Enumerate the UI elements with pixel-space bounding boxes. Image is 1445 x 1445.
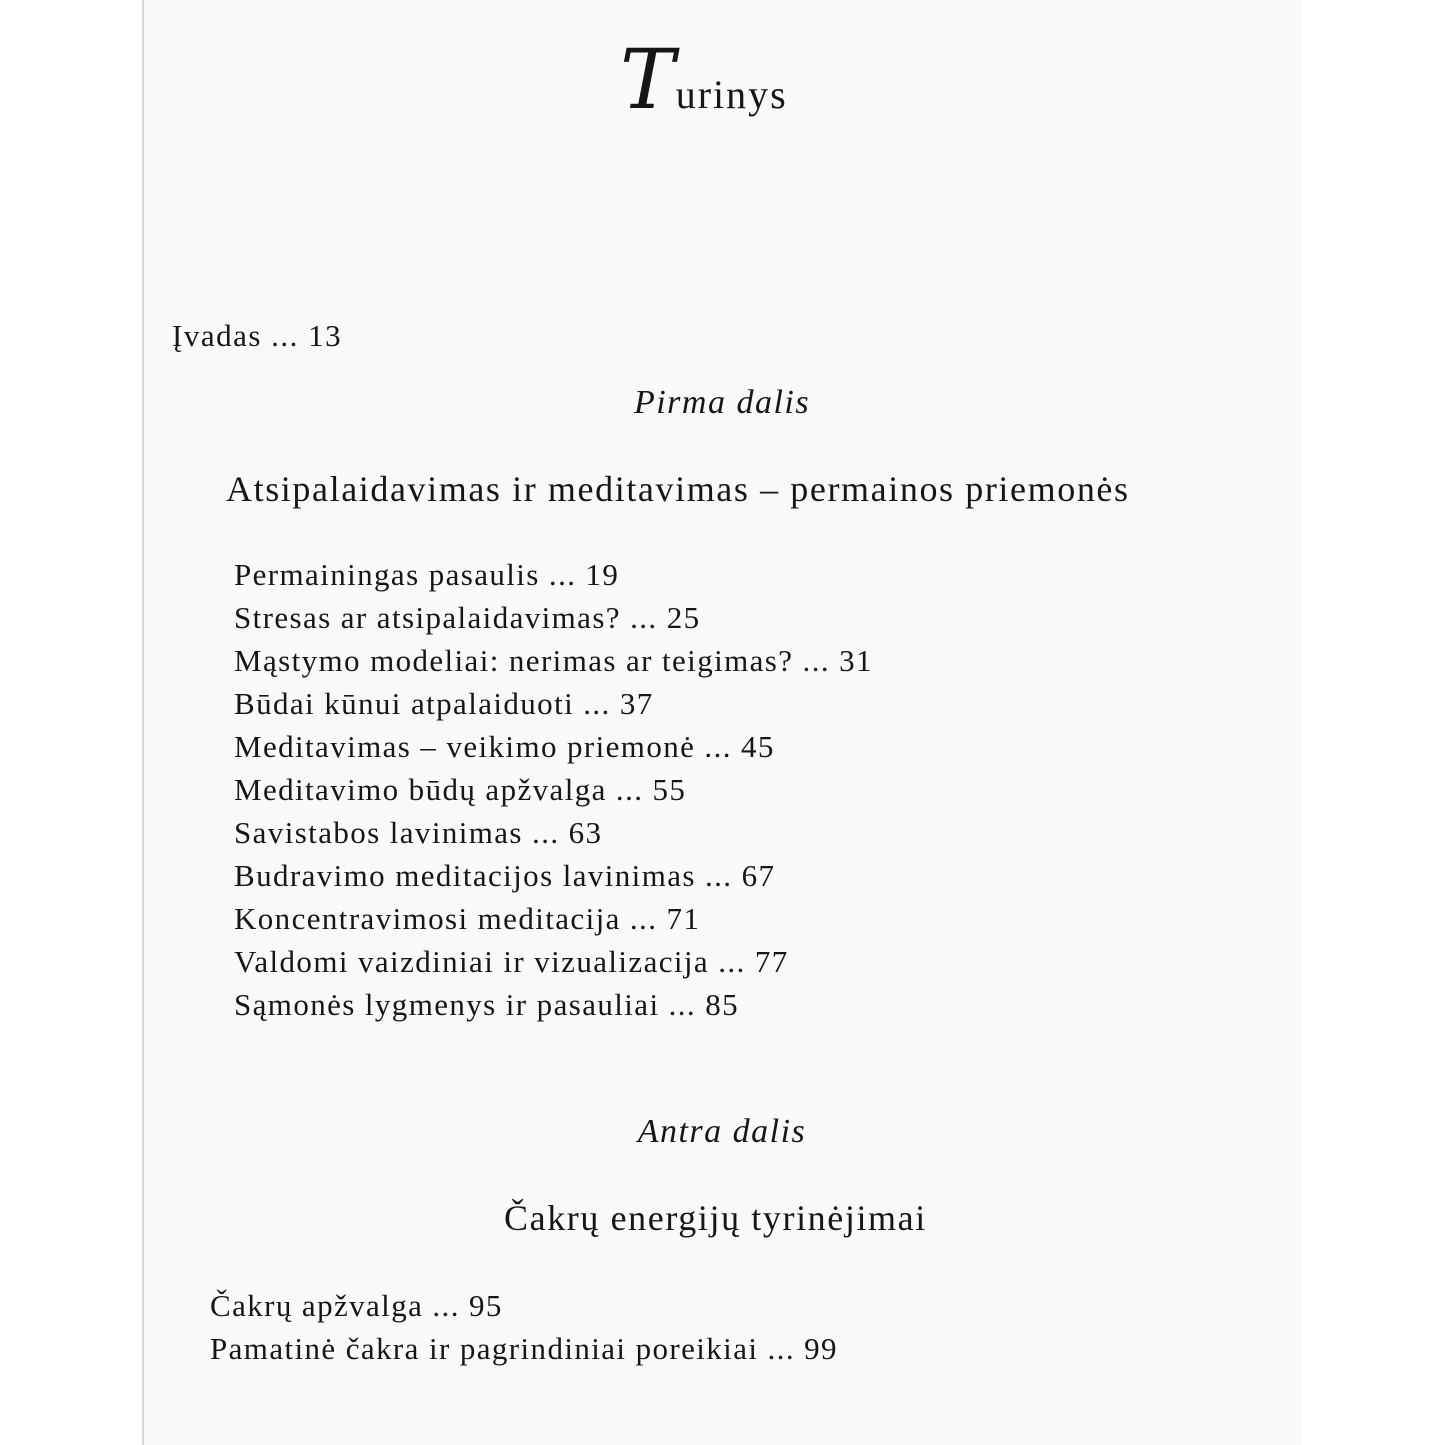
book-page <box>142 0 1302 1445</box>
title-initial: T <box>620 33 676 128</box>
title-rest: urinys <box>675 72 788 117</box>
toc-entry-title: Budravimo meditacijos lavinimas ... 67 <box>234 858 776 893</box>
part-2-title: Čakrų energijų tyrinėjimai <box>504 1198 927 1238</box>
part-1-title: Atsipalaidavimas ir meditavimas – permainos priemonės <box>226 469 1130 509</box>
toc-entry-title: Savistabos lavinimas ... 63 <box>234 815 603 850</box>
page-title <box>620 33 788 128</box>
part-1-label: Pirma dalis <box>633 384 811 421</box>
toc-entry-title: Permainingas pasaulis ... 19 <box>234 557 620 592</box>
toc-entry-title: Būdai kūnui atpalaiduoti ... 37 <box>234 686 654 721</box>
toc-entry-title: Meditavimo būdų apžvalga ... 55 <box>234 772 687 807</box>
toc-entry-title: Čakrų apžvalga ... 95 <box>210 1288 503 1323</box>
toc-entry-title: Meditavimas – veikimo priemonė ... 45 <box>234 729 775 764</box>
toc-entry-title: Koncentravimosi meditacija ... 71 <box>234 901 701 936</box>
toc-entry-title: Mąstymo modeliai: nerimas ar teigimas? ... 31 <box>234 643 873 678</box>
page-edge <box>142 0 144 1445</box>
toc-entry-title: Pamatinė čakra ir pagrindiniai poreikiai ... 99 <box>210 1331 838 1366</box>
part-2-label: Antra dalis <box>637 1113 807 1150</box>
toc-intro-entry: Įvadas ... 13 <box>172 318 343 353</box>
toc-entry-title: Stresas ar atsipalaidavimas? ... 25 <box>234 600 701 635</box>
toc-entry-title: Sąmonės lygmenys ir pasauliai ... 85 <box>234 987 740 1022</box>
toc-entry-title: Valdomi vaizdiniai ir vizualizacija ... 77 <box>234 944 789 979</box>
